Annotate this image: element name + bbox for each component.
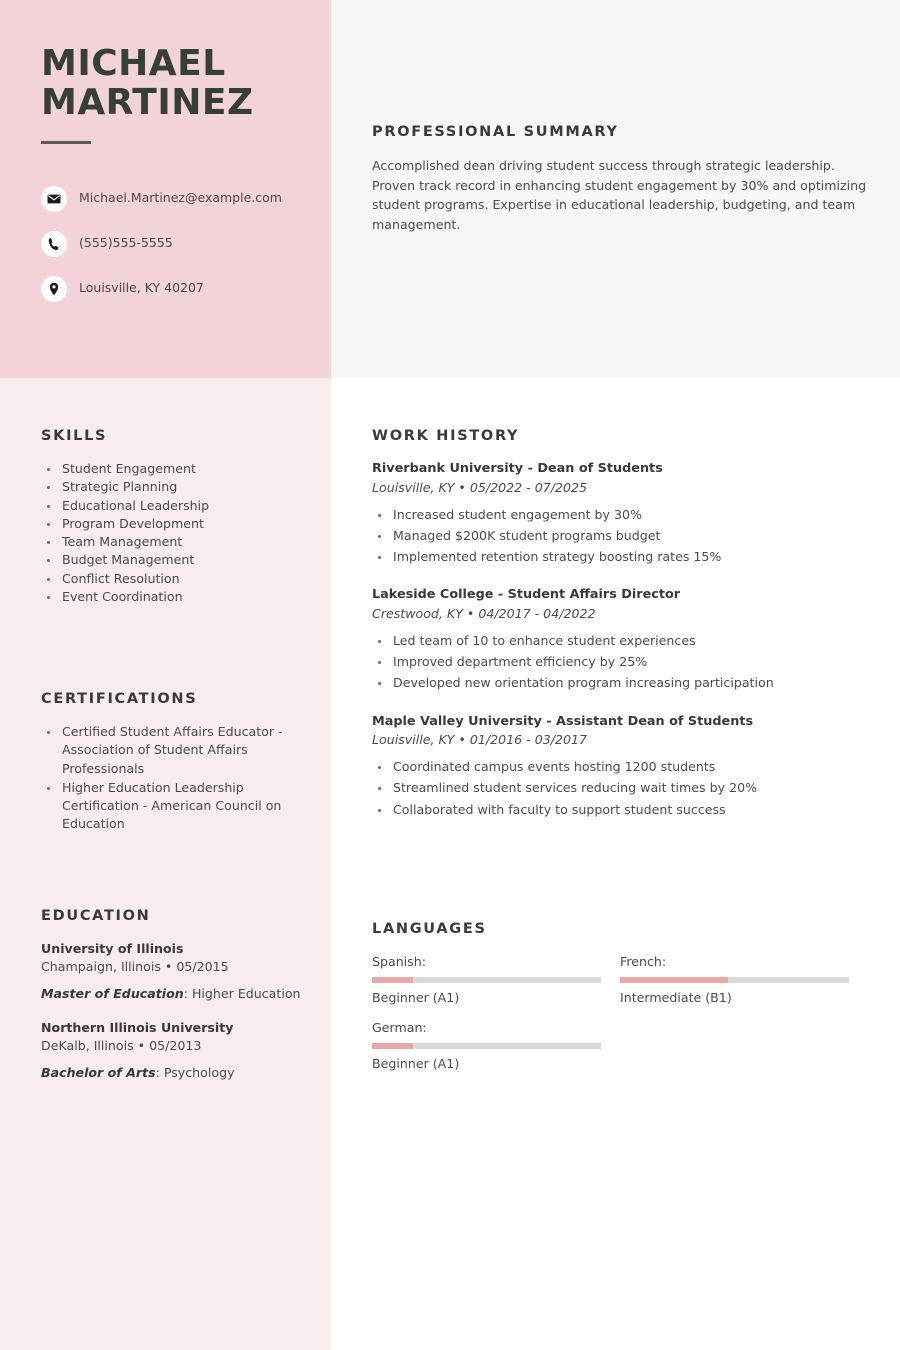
language-item: [372, 953, 601, 1006]
job-heading: Maple Valley University - Assistant Dean of Students: [372, 713, 754, 729]
list-item: Higher Education Leadership Certification - American Council on Education: [41, 779, 303, 834]
language-name: French:: [620, 954, 667, 969]
job-bullets: [372, 506, 872, 567]
summary-heading: PROFESSIONAL SUMMARY: [372, 124, 619, 140]
education-degree: Bachelor of Arts: Psychology: [41, 1064, 235, 1080]
language-proficiency-bar: [372, 977, 601, 983]
section-certifications: [41, 691, 303, 835]
language-proficiency-bar: [620, 977, 849, 983]
list-item: Educational Leadership: [41, 497, 303, 515]
list-item: Student Engagement: [41, 460, 303, 478]
job-bullets: [372, 632, 872, 693]
list-item: Led team of 10 to enhance student experiences: [372, 632, 872, 650]
education-degree: Master of Education: Higher Education: [41, 985, 301, 1001]
contact-item-phone[interactable]: [41, 231, 306, 257]
education-degree-field: Higher Education: [191, 985, 301, 1001]
section-professional-summary: [372, 124, 867, 234]
section-skills: [41, 428, 303, 606]
language-proficiency-fill: [620, 977, 728, 983]
contact-item-email[interactable]: [41, 186, 306, 212]
candidate-name: [41, 45, 311, 144]
location-value: Louisville, KY 40207: [79, 280, 204, 295]
skills-list: [41, 460, 303, 606]
section-education: [41, 908, 303, 1099]
first-name: MICHAEL: [41, 43, 226, 84]
education-degree-name: Bachelor of Arts: [41, 1064, 156, 1080]
certifications-heading: CERTIFICATIONS: [41, 691, 198, 707]
languages-heading: LANGUAGES: [372, 921, 487, 937]
language-name: German:: [372, 1020, 427, 1036]
list-item: Developed new orientation program increasing participation: [372, 674, 872, 692]
language-proficiency-fill: [372, 1043, 413, 1049]
list-item: Collaborated with faculty to support student success: [372, 801, 872, 819]
list-item: Event Coordination: [41, 588, 303, 606]
language-level: Intermediate (B1): [620, 989, 732, 1005]
section-work-history: [372, 428, 872, 839]
languages-grid: [372, 953, 872, 1086]
list-item: Budget Management: [41, 551, 303, 569]
certifications-list: [41, 723, 303, 834]
job-entry: [372, 713, 872, 819]
language-item: [372, 1019, 601, 1072]
phone-icon: [41, 231, 67, 257]
education-meta: Champaign, Illinois • 05/2015: [41, 959, 229, 974]
email-value: Michael.Martinez@example.com: [79, 190, 282, 205]
map-pin-icon: [41, 276, 67, 302]
education-heading: EDUCATION: [41, 908, 151, 924]
main-column: [331, 0, 900, 1350]
job-entry: [372, 460, 872, 566]
job-meta: Crestwood, KY • 04/2017 - 04/2022: [372, 606, 596, 622]
job-bullets: [372, 758, 872, 819]
work-history-heading: WORK HISTORY: [372, 428, 520, 444]
education-degree-name: Master of Education: [41, 985, 184, 1001]
job-heading: Riverbank University - Dean of Students: [372, 461, 663, 476]
language-level: Beginner (A1): [372, 1055, 460, 1071]
job-meta: Louisville, KY • 01/2016 - 03/2017: [372, 732, 588, 748]
education-degree-field: Psychology: [163, 1064, 235, 1080]
contact-item-location[interactable]: [41, 276, 306, 302]
list-item: Increased student engagement by 30%: [372, 506, 872, 524]
summary-text: Accomplished dean driving student success through strategic leadership. Proven track record in enhancing student engagement by 30% and optimizing student programs. Expertise in educational leadership, budgeting, and team management.: [372, 158, 867, 232]
list-item: Streamlined student services reducing wait times by 20%: [372, 779, 872, 797]
list-item: Strategic Planning: [41, 478, 303, 496]
job-entry: [372, 586, 872, 692]
phone-value: (555)555-5555: [79, 235, 173, 250]
list-item: Team Management: [41, 533, 303, 551]
contact-list: [41, 186, 306, 321]
language-name: Spanish:: [372, 954, 426, 969]
skills-heading: SKILLS: [41, 428, 108, 444]
list-item: Coordinated campus events hosting 1200 students: [372, 758, 872, 776]
language-proficiency-bar: [372, 1043, 601, 1049]
language-item: [620, 953, 849, 1006]
job-heading: Lakeside College - Student Affairs Director: [372, 587, 681, 603]
name-divider: [41, 141, 91, 144]
language-level: Beginner (A1): [372, 989, 460, 1005]
education-school: University of Illinois: [41, 941, 184, 956]
list-item: Program Development: [41, 515, 303, 533]
education-meta: DeKalb, Illinois • 05/2013: [41, 1038, 202, 1054]
last-name: MARTINEZ: [41, 81, 254, 123]
sidebar-column: [0, 0, 331, 1350]
language-proficiency-fill: [372, 977, 413, 983]
education-entry: [41, 940, 303, 1002]
list-item: Managed $200K student programs budget: [372, 527, 872, 545]
list-item: Conflict Resolution: [41, 570, 303, 588]
section-languages: [372, 921, 872, 1086]
list-item: Improved department efficiency by 25%: [372, 653, 872, 671]
education-school: Northern Illinois University: [41, 1020, 234, 1036]
list-item: Certified Student Affairs Educator - Association of Student Affairs Professionals: [41, 723, 303, 778]
education-entry: [41, 1019, 303, 1081]
envelope-icon: [41, 186, 67, 212]
job-meta: Louisville, KY • 05/2022 - 07/2025: [372, 479, 588, 495]
list-item: Implemented retention strategy boosting rates 15%: [372, 548, 872, 566]
